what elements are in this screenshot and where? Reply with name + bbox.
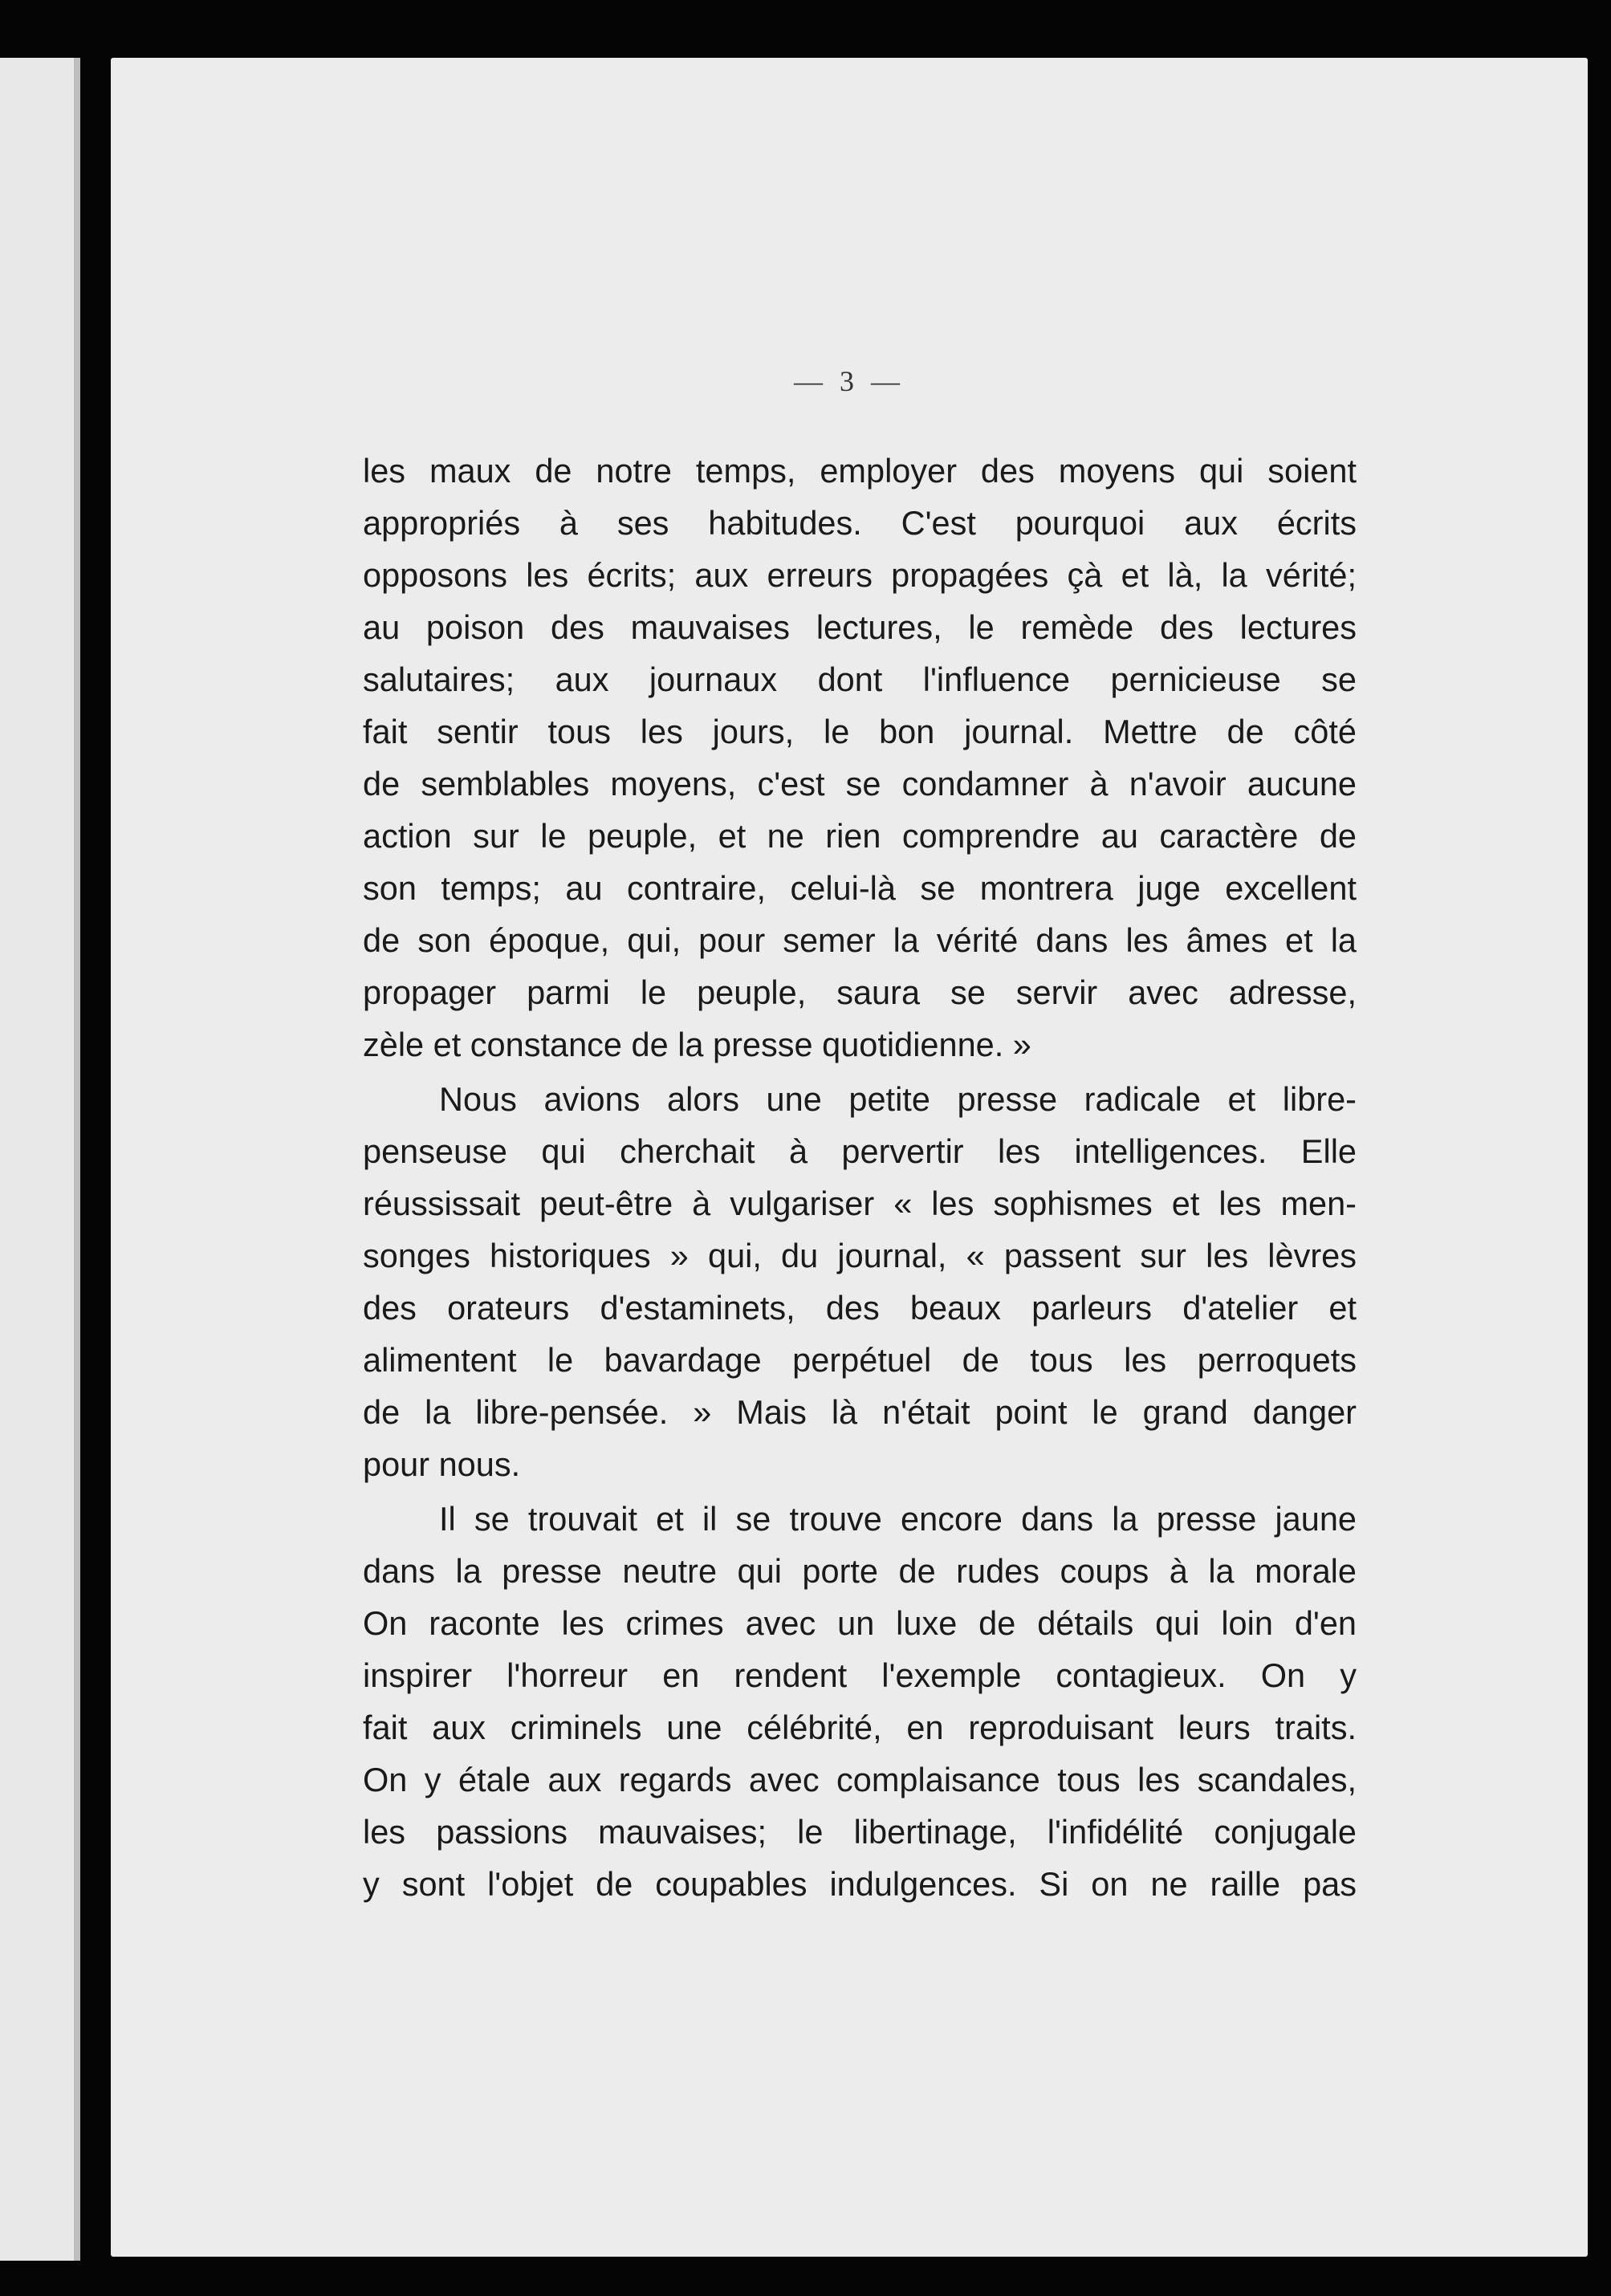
text-line: inspirer l'horreur en rendent l'exemple contagieux. On y — [363, 1656, 1357, 1694]
text-line: les passions mauvaises; le libertinage, l'infidélité conjugale — [363, 1813, 1357, 1851]
text-line: réussissait peut-être à vulgariser « les sophismes et les men- — [363, 1185, 1357, 1222]
body-text — [363, 445, 1357, 1910]
text-line: les maux de notre temps, employer des moyens qui soient — [363, 452, 1357, 490]
text-line: On raconte les crimes avec un luxe de détails qui loin d'en — [363, 1604, 1357, 1642]
text-line: des orateurs d'estaminets, des beaux parleurs d'atelier et — [363, 1289, 1357, 1327]
text-line: On y étale aux regards avec complaisance tous les scandales, — [363, 1761, 1357, 1798]
text-line: de semblables moyens, c'est se condamner à n'avoir aucune — [363, 765, 1357, 803]
text-line: de la libre-pensée. » Mais là n'était point le grand danger — [363, 1393, 1357, 1431]
text-line: alimentent le bavardage perpétuel de tous les perroquets — [363, 1341, 1357, 1379]
page-number: — 3 — — [794, 365, 905, 397]
text-line: Il se trouvait et il se trouve encore dans la presse jaune — [439, 1500, 1357, 1538]
text-line: de son époque, qui, pour semer la vérité dans les âmes et la — [363, 921, 1357, 959]
text-line: action sur le peuple, et ne rien comprendre au caractère de — [363, 817, 1357, 855]
text-line: dans la presse neutre qui porte de rudes coups à la morale — [363, 1552, 1357, 1590]
text-line: appropriés à ses habitudes. C'est pourquoi aux écrits — [363, 504, 1357, 542]
text-line: zèle et constance de la presse quotidienne. » — [363, 1026, 1031, 1063]
text-line: penseuse qui cherchait à pervertir les intelligences. Elle — [363, 1132, 1357, 1170]
text-line: songes historiques » qui, du journal, « passent sur les lèvres — [363, 1237, 1357, 1274]
previous-page-edge — [0, 58, 80, 2261]
book-page — [111, 58, 1588, 2257]
text-line: fait aux criminels une célébrité, en reproduisant leurs traits. — [363, 1709, 1357, 1746]
text-line: Nous avions alors une petite presse radicale et libre- — [439, 1080, 1357, 1118]
text-line: salutaires; aux journaux dont l'influence pernicieuse se — [363, 660, 1357, 698]
text-line: fait sentir tous les jours, le bon journal. Mettre de côté — [363, 713, 1357, 750]
text-line: propager parmi le peuple, saura se servir avec adresse, — [363, 973, 1357, 1011]
text-line: son temps; au contraire, celui-là se montrera juge excellent — [363, 869, 1357, 907]
text-line: au poison des mauvaises lectures, le remède des lectures — [363, 608, 1357, 646]
text-line: y sont l'objet de coupables indulgences. Si on ne raille pas — [363, 1865, 1357, 1903]
text-line: pour nous. — [363, 1445, 521, 1483]
text-line: opposons les écrits; aux erreurs propagées çà et là, la vérité; — [363, 556, 1357, 594]
